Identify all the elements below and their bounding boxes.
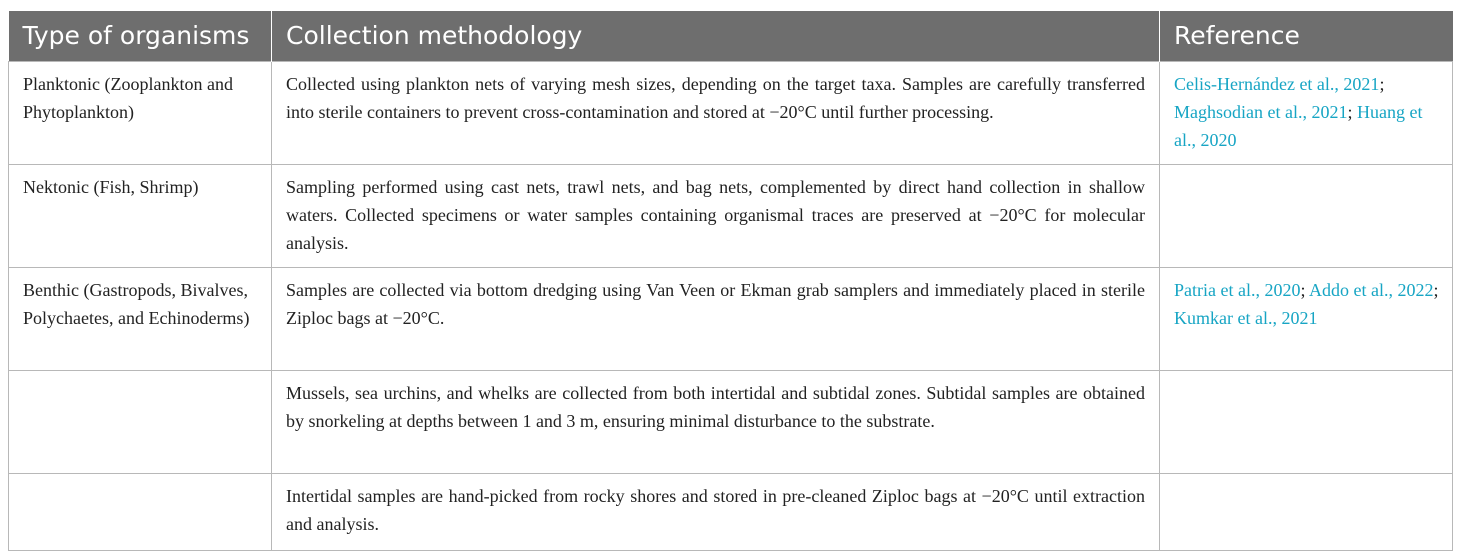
organism-collection-table <box>8 11 1453 551</box>
reference-cell <box>1160 267 1453 370</box>
table-header-row <box>9 11 1453 61</box>
organism-type-cell <box>9 473 272 550</box>
reference-link[interactable]: Maghsodian et al., 2021 <box>1174 101 1348 122</box>
table-row <box>9 61 1453 164</box>
organism-type-cell: Planktonic (Zooplankton and Phytoplankton) <box>9 61 272 164</box>
table-row <box>9 370 1453 473</box>
methodology-cell: Samples are collected via bottom dredging using Van Veen or Ekman grab samplers and immediately placed in sterile Ziploc bags at −20°C. <box>272 267 1160 370</box>
reference-link[interactable]: Addo et al., 2022 <box>1309 279 1434 300</box>
header-collection-methodology: Collection methodology <box>272 11 1160 61</box>
organism-type-cell <box>9 370 272 473</box>
methodology-cell: Collected using plankton nets of varying mesh sizes, depending on the target taxa. Samples are carefully transferred into sterile containers to prevent cross-contamination and stored at −20°C until further processing. <box>272 61 1160 164</box>
reference-separator: ; <box>1300 279 1306 300</box>
reference-cell <box>1160 473 1453 550</box>
reference-cell <box>1160 164 1453 267</box>
reference-link[interactable]: Patria et al., 2020 <box>1174 279 1301 300</box>
header-reference: Reference <box>1160 11 1453 61</box>
organism-type-cell: Benthic (Gastropods, Bivalves, Polychaetes, and Echinoderms) <box>9 267 272 370</box>
organism-type-cell: Nektonic (Fish, Shrimp) <box>9 164 272 267</box>
reference-separator: ; <box>1433 279 1439 300</box>
table-row <box>9 473 1453 550</box>
methodology-cell: Sampling performed using cast nets, trawl nets, and bag nets, complemented by direct hand collection in shallow waters. Collected specimens or water samples containing organismal traces are preserved at −20°C for molecular analysis. <box>272 164 1160 267</box>
methodology-cell: Mussels, sea urchins, and whelks are collected from both intertidal and subtidal zones. Subtidal samples are obtained by snorkeling at depths between 1 and 3 m, ensuring minimal disturbance to the substrate. <box>272 370 1160 473</box>
table-row <box>9 267 1453 370</box>
reference-link[interactable]: Celis-Hernández et al., 2021 <box>1174 73 1380 94</box>
reference-separator: ; <box>1347 101 1353 122</box>
reference-link[interactable]: Huang et al., 2020 <box>1174 101 1423 150</box>
reference-cell <box>1160 61 1453 164</box>
reference-cell <box>1160 370 1453 473</box>
reference-link[interactable]: Kumkar et al., 2021 <box>1174 307 1318 328</box>
header-type-of-organisms: Type of organisms <box>9 11 272 61</box>
methodology-cell: Intertidal samples are hand-picked from rocky shores and stored in pre-cleaned Ziploc bags at −20°C until extraction and analysis. <box>272 473 1160 550</box>
reference-separator: ; <box>1379 73 1385 94</box>
table-row <box>9 164 1453 267</box>
